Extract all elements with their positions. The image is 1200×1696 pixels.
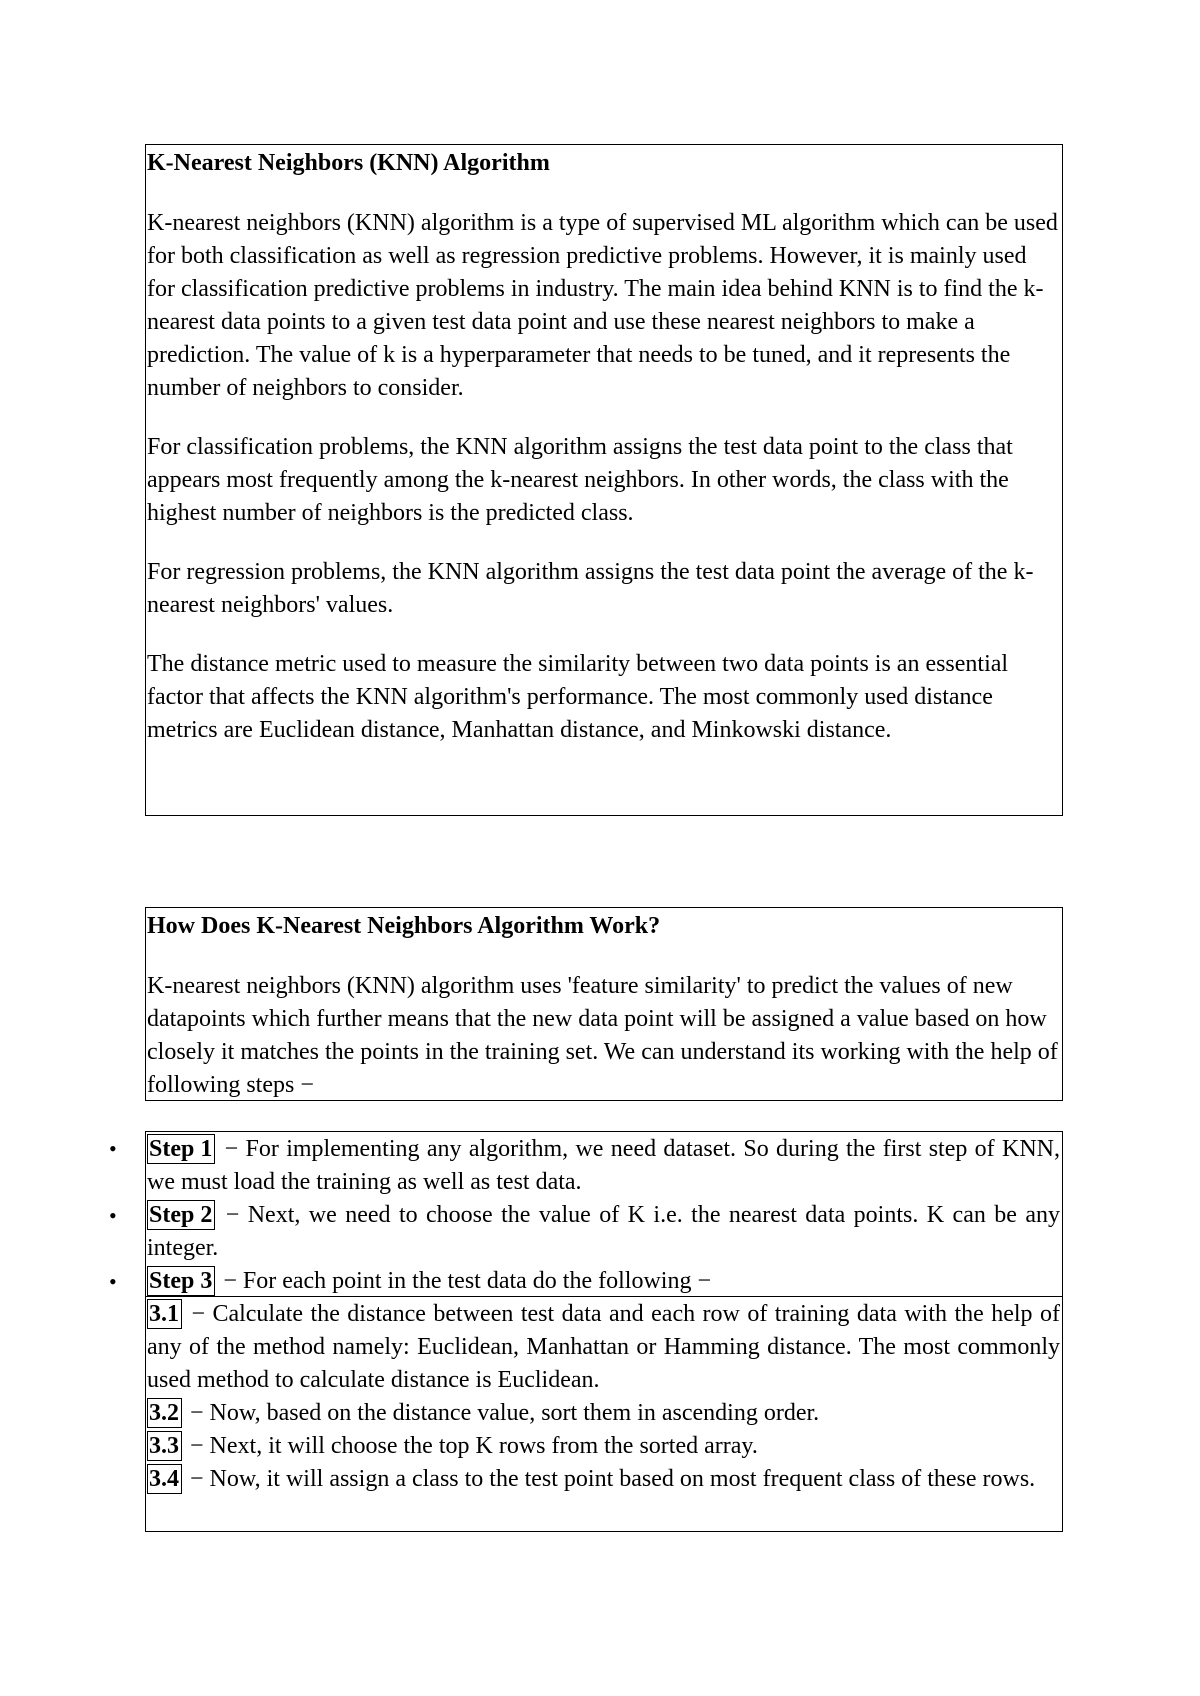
substep-item	[147, 1430, 1060, 1463]
substep-item	[147, 1463, 1060, 1496]
step-label: Step 3	[147, 1266, 215, 1296]
how-it-works-box	[145, 907, 1063, 1101]
step-text: − Next, we need to choose the value of K i.e. the nearest data points. K can be any integer.	[147, 1202, 1060, 1261]
classification-paragraph: For classification problems, the KNN algorithm assigns the test data point to the class that appears most frequently among the k-nearest neighbors. In other words, the class with the highest number of neighbors is the predicted class.	[147, 434, 1013, 526]
bullet-icon: •	[109, 1203, 117, 1228]
substeps-box	[145, 1296, 1063, 1532]
step-item	[109, 1132, 1060, 1199]
bullet-icon: •	[109, 1269, 117, 1294]
how-it-works-paragraph: K-nearest neighbors (KNN) algorithm uses 'feature similarity' to predict the values of new datapoints which further means that the new data point will be assigned a value based on how closely it matches the points in the training set. We can understand its working with the help of following steps −	[147, 973, 1058, 1098]
substep-label: 3.1	[147, 1299, 182, 1329]
substep-text: − Now, it will assign a class to the test point based on most frequent class of these rows.	[184, 1466, 1036, 1492]
steps-list-box	[109, 1131, 1063, 1297]
substep-label: 3.3	[147, 1431, 182, 1461]
distance-metric-paragraph: The distance metric used to measure the similarity between two data points is an essential factor that affects the KNN algorithm's performance. The most commonly used distance metrics are Euclidean distance, Manhattan distance, and Minkowski distance.	[147, 651, 1009, 743]
section-title-knn: K-Nearest Neighbors (KNN) Algorithm	[147, 150, 550, 176]
substep-item	[147, 1297, 1060, 1397]
knn-intro-box	[145, 144, 1063, 816]
substep-text: − Next, it will choose the top K rows from the sorted array.	[184, 1433, 758, 1459]
step-item	[109, 1265, 1060, 1298]
intro-paragraph: K-nearest neighbors (KNN) algorithm is a type of supervised ML algorithm which can be used for both classification as well as regression predictive problems. However, it is mainly used for classification predictive problems in industry. The main idea behind KNN is to find the k-nearest data points to a given test data point and use these nearest neighbors to make a prediction. The value of k is a hyperparameter that needs to be tuned, and it represents the number of neighbors to consider.	[147, 210, 1058, 401]
step-label: Step 1	[147, 1134, 215, 1164]
step-text: − For each point in the test data do the following −	[217, 1268, 711, 1294]
bullet-icon: •	[109, 1136, 117, 1161]
substep-label: 3.4	[147, 1464, 182, 1494]
regression-paragraph: For regression problems, the KNN algorithm assigns the test data point the average of the k-nearest neighbors' values.	[147, 559, 1034, 618]
substep-text: − Calculate the distance between test data and each row of training data with the help of any of the method namely: Euclidean, Manhattan or Hamming distance. The most commonly used method to calculate distance is Euclidean.	[147, 1301, 1060, 1393]
substep-label: 3.2	[147, 1398, 182, 1428]
step-label: Step 2	[147, 1200, 215, 1230]
step-text: − For implementing any algorithm, we need dataset. So during the first step of KNN, we must load the training as well as test data.	[147, 1136, 1060, 1195]
substep-item	[147, 1397, 1060, 1430]
step-item	[109, 1199, 1060, 1265]
section-title-how-it-works: How Does K-Nearest Neighbors Algorithm Work?	[147, 913, 661, 939]
substep-text: − Now, based on the distance value, sort them in ascending order.	[184, 1400, 820, 1426]
